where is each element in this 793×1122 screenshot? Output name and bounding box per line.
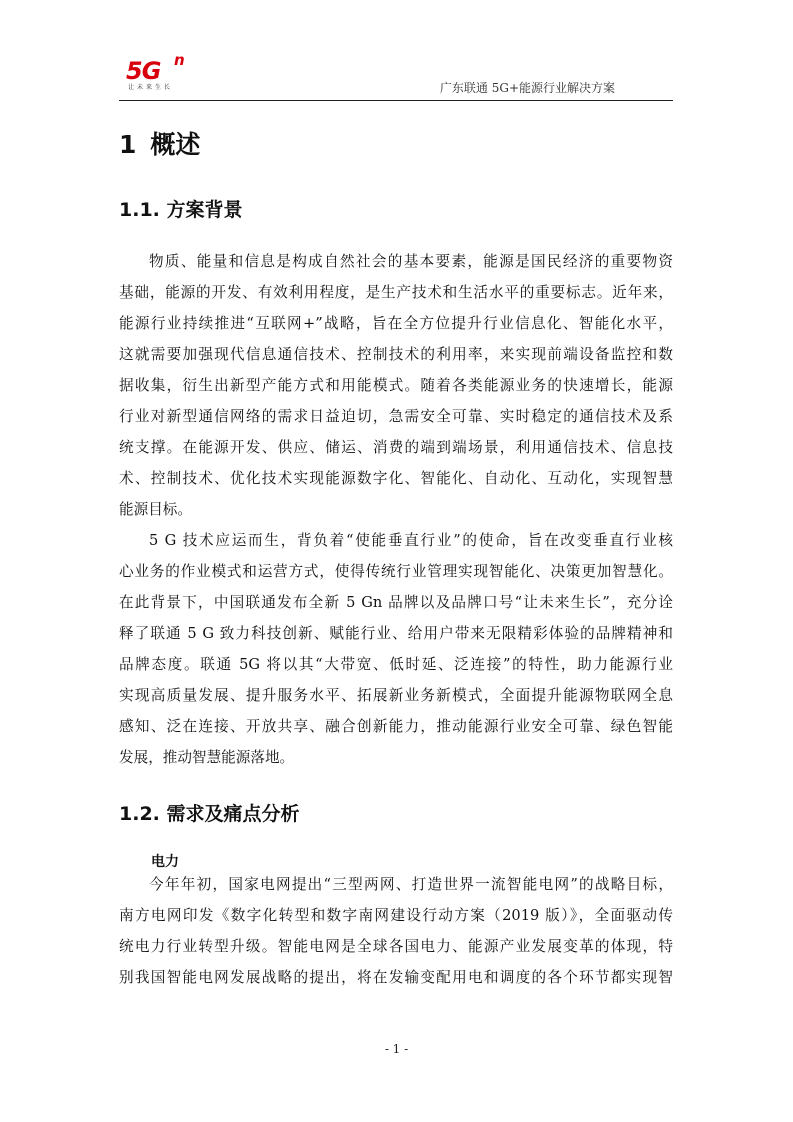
paragraph-line: 感知、泛在连接、开放共享、融合创新能力，推动能源行业安全可靠、绿色智能 (119, 718, 673, 735)
paragraph-line: 在此背景下，中国联通发布全新 5 Gn 品牌以及品牌口号“让未来生长”，充分诠 (119, 594, 673, 611)
paragraph-line: 能源目标。 (119, 501, 192, 518)
paragraph-line: 释了联通 5 G 致力科技创新、赋能行业、给用户带来无限精彩体验的品牌精神和 (119, 625, 673, 642)
paragraph-line: 这就需要加强现代信息通信技术、控制技术的利用率，来实现前端设备监控和数 (119, 346, 673, 363)
page-number: - 1 - (384, 1042, 409, 1056)
paragraph-background-1 (119, 246, 673, 525)
paragraph-line: 行业对新型通信网络的需求日益迫切，急需安全可靠、实时稳定的通信技术及系 (119, 408, 673, 425)
document-running-title: 广东联通 5G+能源行业解决方案 (439, 81, 615, 95)
paragraph-line: 基础，能源的开发、有效利用程度，是生产技术和生活水平的重要标志。近年来， (119, 284, 673, 301)
subsection-heading-power: 电力 (151, 854, 179, 870)
paragraph-line: 心业务的作业模式和运营方式，使得传统行业管理实现智能化、决策更加智慧化。 (119, 563, 673, 580)
section-heading-background: 1.1. 方案背景 (119, 199, 243, 221)
paragraph-line: 品牌态度。联通 5G 将以其“大带宽、低时延、泛连接”的特性，助力能源行业 (119, 656, 673, 673)
chapter-number: 1 (119, 130, 137, 159)
paragraph-line: 术、控制技术、优化技术实现能源数字化、智能化、自动化、互动化，实现智慧 (119, 470, 673, 487)
paragraph-line: 能源行业持续推进“互联网+”战略，旨在全方位提升行业信息化、智能化水平， (119, 315, 673, 332)
logo-superscript: n (174, 51, 185, 69)
brand-logo (126, 52, 196, 96)
paragraph-line: 统电力行业转型升级。智能电网是全球各国电力、能源产业发展变革的体现，特 (119, 938, 673, 955)
paragraph-line: 5 G 技术应运而生，背负着“使能垂直行业”的使命，旨在改变垂直行业核 (149, 532, 673, 549)
paragraph-line: 南方电网印发《数字化转型和数字南网建设行动方案（2019 版）》，全面驱动传 (119, 907, 673, 924)
paragraph-line: 实现高质量发展、提升服务水平、拓展新业务新模式，全面提升能源物联网全息 (119, 687, 673, 704)
paragraph-background-2 (119, 525, 673, 773)
paragraph-line: 据收集，衍生出新型产能方式和用能模式。随着各类能源业务的快速增长，能源 (119, 377, 673, 394)
logo-tagline: 让未来生长 (128, 84, 174, 91)
paragraph-line: 物质、能量和信息是构成自然社会的基本要素，能源是国民经济的重要物资 (149, 253, 673, 270)
paragraph-line: 统支撑。在能源开发、供应、储运、消费的端到端场景，利用通信技术、信息技 (119, 439, 673, 456)
logo-5g-mark: 5G (126, 57, 161, 85)
page-header (119, 52, 673, 101)
chapter-heading (119, 128, 200, 162)
section-heading-needs-analysis: 1.2. 需求及痛点分析 (119, 803, 300, 825)
chapter-title: 概述 (150, 130, 201, 159)
paragraph-line: 今年年初，国家电网提出“三型两网、打造世界一流智能电网”的战略目标， (149, 876, 673, 893)
paragraph-power-1 (119, 869, 673, 993)
paragraph-line: 发展，推动智慧能源落地。 (119, 749, 295, 766)
paragraph-line: 别我国智能电网发展战略的提出，将在发输变配用电和调度的各个环节都实现智 (119, 969, 673, 986)
